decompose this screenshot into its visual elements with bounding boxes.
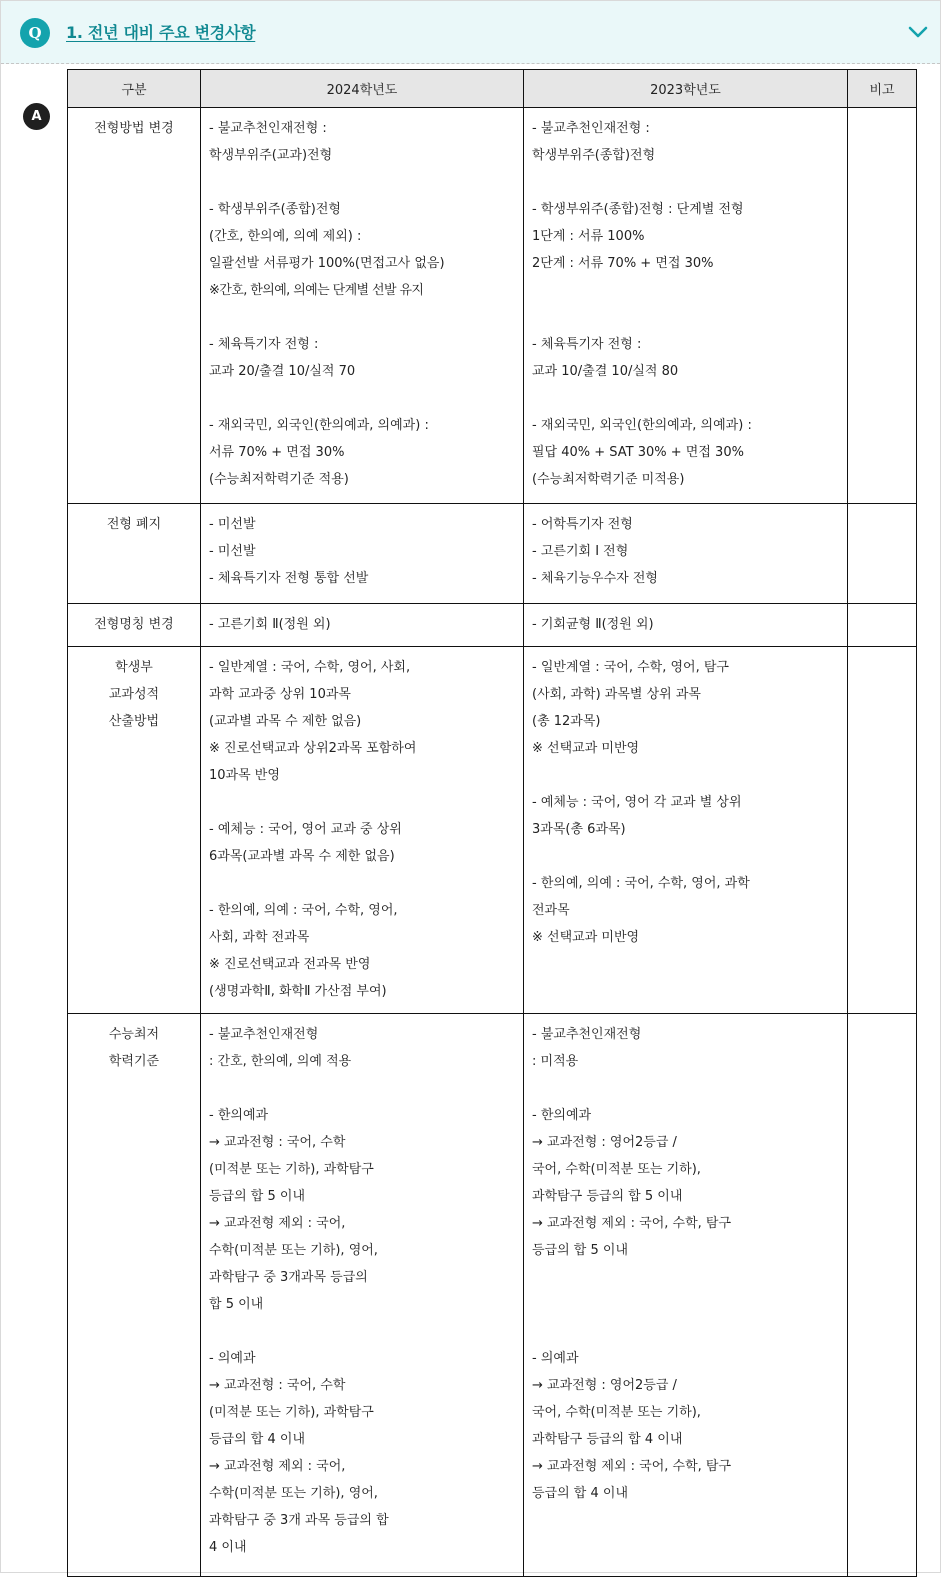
cell-line: → 교과전형 : 영어2등급 / <box>532 1378 677 1393</box>
table-row-grade-calculation <box>68 647 917 1014</box>
cell-line: - 체육특기자 전형 통합 선발 <box>209 571 369 586</box>
changes-table <box>67 69 917 1577</box>
category-cell <box>68 1014 201 1577</box>
category-cell <box>68 108 201 504</box>
cell-line <box>532 169 839 196</box>
question-badge: Q <box>20 18 50 48</box>
cell-line <box>532 304 839 331</box>
cell-line: 과학탐구 중 3개 과목 등급의 합 <box>209 1513 389 1528</box>
cell-line: 필답 40% + SAT 30% + 면접 30% <box>532 445 744 460</box>
cell-line: - 예체능 : 국어, 영어 각 교과 별 상위 <box>532 795 742 810</box>
cell-line: 등급의 합 4 이내 <box>209 1432 306 1447</box>
cell-line: - 체육특기자 전형 : <box>209 337 319 352</box>
cell-line: - 고른기회 Ⅰ 전형 <box>532 544 629 559</box>
cell-line: 전형명칭 변경 <box>94 617 174 632</box>
table-row-csat-minimum <box>68 1014 917 1577</box>
cell-line: 전형방법 변경 <box>94 121 174 136</box>
cell-line: - 체육기능우수자 전형 <box>532 571 658 586</box>
cell-line: 국어, 수학(미적분 또는 기하), <box>532 1405 701 1420</box>
answer-badge: A <box>23 103 50 130</box>
cell-line: 합 5 이내 <box>209 1297 264 1312</box>
question-header-toggle[interactable] <box>1 0 940 64</box>
category-cell <box>68 647 201 1014</box>
cell-2024 <box>201 647 524 1014</box>
cell-line: → 교과전형 제외 : 국어, 수학, 탐구 <box>532 1459 732 1474</box>
cell-line <box>209 1318 515 1345</box>
column-header-2024: 2024학년도 <box>201 70 524 108</box>
cell-note <box>848 604 917 647</box>
cell-line: 사회, 과학 전과목 <box>209 930 310 945</box>
cell-line: → 교과전형 제외 : 국어, 수학, 탐구 <box>532 1216 732 1231</box>
cell-note <box>848 108 917 504</box>
cell-line: 수능최저 <box>108 1027 160 1042</box>
cell-2024 <box>201 504 524 604</box>
cell-line: 등급의 합 4 이내 <box>532 1486 629 1501</box>
cell-line: (총 12과목) <box>532 714 601 729</box>
chevron-down-icon[interactable] <box>907 23 929 41</box>
cell-line: - 학생부위주(종합)전형 : 단계별 전형 <box>532 202 744 217</box>
cell-line: 학력기준 <box>108 1054 160 1069</box>
cell-line: 4 이내 <box>209 1540 247 1555</box>
cell-line: - 예체능 : 국어, 영어 교과 중 상위 <box>209 822 402 837</box>
column-header-note: 비고 <box>848 70 917 108</box>
cell-line <box>532 1264 839 1291</box>
column-header-category: 구분 <box>68 70 201 108</box>
cell-line: (사회, 과학) 과목별 상위 과목 <box>532 687 701 702</box>
cell-line: ※ 진로선택교과 전과목 반영 <box>209 957 371 972</box>
cell-line: 교과 10/출결 10/실적 80 <box>532 364 679 379</box>
cell-line: - 어학특기자 전형 <box>532 517 633 532</box>
cell-line: - 한의예, 의예 : 국어, 수학, 영어, <box>209 903 398 918</box>
cell-line: (미적분 또는 기하), 과학탐구 <box>209 1162 374 1177</box>
cell-line: (생명과학Ⅱ, 화학Ⅱ 가산점 부여) <box>209 984 387 999</box>
column-header-2023: 2023학년도 <box>524 70 848 108</box>
cell-line: - 기회균형 Ⅱ(정원 외) <box>532 617 654 632</box>
cell-line: 교과 20/출결 10/실적 70 <box>209 364 356 379</box>
category-cell <box>68 604 201 647</box>
cell-line: 6과목(교과별 과목 수 제한 없음) <box>209 849 395 864</box>
cell-line <box>209 169 515 196</box>
cell-line: - 일반계열 : 국어, 수학, 영어, 탐구 <box>532 660 729 675</box>
cell-line: - 일반계열 : 국어, 수학, 영어, 사회, <box>209 660 411 675</box>
cell-line: 학생부 <box>115 660 153 675</box>
cell-line: → 교과전형 : 국어, 수학 <box>209 1135 346 1150</box>
cell-line: - 불교추천인재전형 : <box>532 121 650 136</box>
cell-line: ※ 선택교과 미반영 <box>532 930 640 945</box>
cell-line: 10과목 반영 <box>209 768 280 783</box>
cell-line: 1단계 : 서류 100% <box>532 229 645 244</box>
table-row-method-change <box>68 108 917 504</box>
cell-line: - 미선발 <box>209 517 256 532</box>
cell-line <box>209 1075 515 1102</box>
cell-line: : 미적용 <box>532 1054 579 1069</box>
cell-line <box>209 385 515 412</box>
cell-line <box>532 1318 839 1345</box>
cell-line: → 교과전형 제외 : 국어, <box>209 1216 346 1231</box>
cell-2024 <box>201 1014 524 1577</box>
cell-line: 국어, 수학(미적분 또는 기하), <box>532 1162 701 1177</box>
cell-line: ※ 진로선택교과 상위2과목 포함하여 <box>209 741 417 756</box>
cell-line: ※간호, 한의예, 의예는 단계별 선발 유지 <box>209 283 424 298</box>
question-title-link[interactable]: 1. 전년 대비 주요 변경사항 <box>66 23 256 42</box>
cell-line: - 체육특기자 전형 : <box>532 337 642 352</box>
cell-note <box>848 504 917 604</box>
cell-line: : 간호, 한의예, 의예 적용 <box>209 1054 352 1069</box>
cell-line: 서류 70% + 면접 30% <box>209 445 345 460</box>
cell-line: 등급의 합 5 이내 <box>209 1189 306 1204</box>
cell-line: 과학탐구 중 3개과목 등급의 <box>209 1270 368 1285</box>
cell-line <box>532 1075 839 1102</box>
cell-line: (미적분 또는 기하), 과학탐구 <box>209 1405 374 1420</box>
cell-line: 일괄선발 서류평가 100%(면접고사 없음) <box>209 256 445 271</box>
cell-2023 <box>524 1014 848 1577</box>
cell-line: 전형 폐지 <box>106 517 162 532</box>
cell-line: - 재외국민, 외국인(한의예과, 의예과) : <box>532 418 752 433</box>
cell-line: 전과목 <box>532 903 570 918</box>
table-row-renamed <box>68 604 917 647</box>
cell-2024 <box>201 108 524 504</box>
cell-line: 2단계 : 서류 70% + 면접 30% <box>532 256 714 271</box>
cell-line: - 재외국민, 외국인(한의예과, 의예과) : <box>209 418 429 433</box>
cell-line: 학생부위주(교과)전형 <box>209 148 333 163</box>
table-row-abolished <box>68 504 917 604</box>
cell-line: ※ 선택교과 미반영 <box>532 741 640 756</box>
table-header-row <box>68 70 917 108</box>
cell-2023 <box>524 108 848 504</box>
cell-line <box>532 843 839 870</box>
cell-note <box>848 647 917 1014</box>
cell-line: 등급의 합 5 이내 <box>532 1243 629 1258</box>
cell-line: - 한의예과 <box>532 1108 592 1123</box>
cell-line: 교과성적 <box>108 687 160 702</box>
cell-line <box>532 1291 839 1318</box>
cell-line: - 고른기회 Ⅱ(정원 외) <box>209 617 331 632</box>
cell-line <box>209 789 515 816</box>
cell-line: → 교과전형 : 국어, 수학 <box>209 1378 346 1393</box>
cell-2024 <box>201 604 524 647</box>
cell-line <box>209 870 515 897</box>
cell-line: 과학 교과중 상위 10과목 <box>209 687 351 702</box>
cell-line: 수학(미적분 또는 기하), 영어, <box>209 1486 378 1501</box>
cell-line: → 교과전형 : 영어2등급 / <box>532 1135 677 1150</box>
cell-line: - 한의예과 <box>209 1108 269 1123</box>
cell-line: 과학탐구 등급의 합 5 이내 <box>532 1189 683 1204</box>
cell-line: (간호, 한의예, 의예 제외) : <box>209 229 362 244</box>
cell-line <box>532 762 839 789</box>
cell-line: 과학탐구 등급의 합 4 이내 <box>532 1432 683 1447</box>
cell-line: 수학(미적분 또는 기하), 영어, <box>209 1243 378 1258</box>
cell-line: - 불교추천인재전형 <box>532 1027 642 1042</box>
cell-line: - 의예과 <box>209 1351 256 1366</box>
cell-line: (수능최저학력기준 적용) <box>209 472 349 487</box>
cell-line: - 불교추천인재전형 <box>209 1027 319 1042</box>
cell-line: (교과별 과목 수 제한 없음) <box>209 714 362 729</box>
cell-line: 3과목(총 6과목) <box>532 822 626 837</box>
cell-2023 <box>524 504 848 604</box>
cell-line: - 불교추천인재전형 : <box>209 121 327 136</box>
cell-line: - 한의예, 의예 : 국어, 수학, 영어, 과학 <box>532 876 750 891</box>
cell-line: 학생부위주(종합)전형 <box>532 148 656 163</box>
cell-line: - 미선발 <box>209 544 256 559</box>
cell-line <box>209 304 515 331</box>
cell-line: (수능최저학력기준 미적용) <box>532 472 685 487</box>
cell-line: - 학생부위주(종합)전형 <box>209 202 341 217</box>
cell-line: → 교과전형 제외 : 국어, <box>209 1459 346 1474</box>
cell-note <box>848 1014 917 1577</box>
cell-line: - 의예과 <box>532 1351 579 1366</box>
cell-2023 <box>524 647 848 1014</box>
category-cell <box>68 504 201 604</box>
cell-line: 산출방법 <box>108 714 160 729</box>
cell-2023 <box>524 604 848 647</box>
cell-line <box>532 385 839 412</box>
cell-line <box>532 277 839 304</box>
